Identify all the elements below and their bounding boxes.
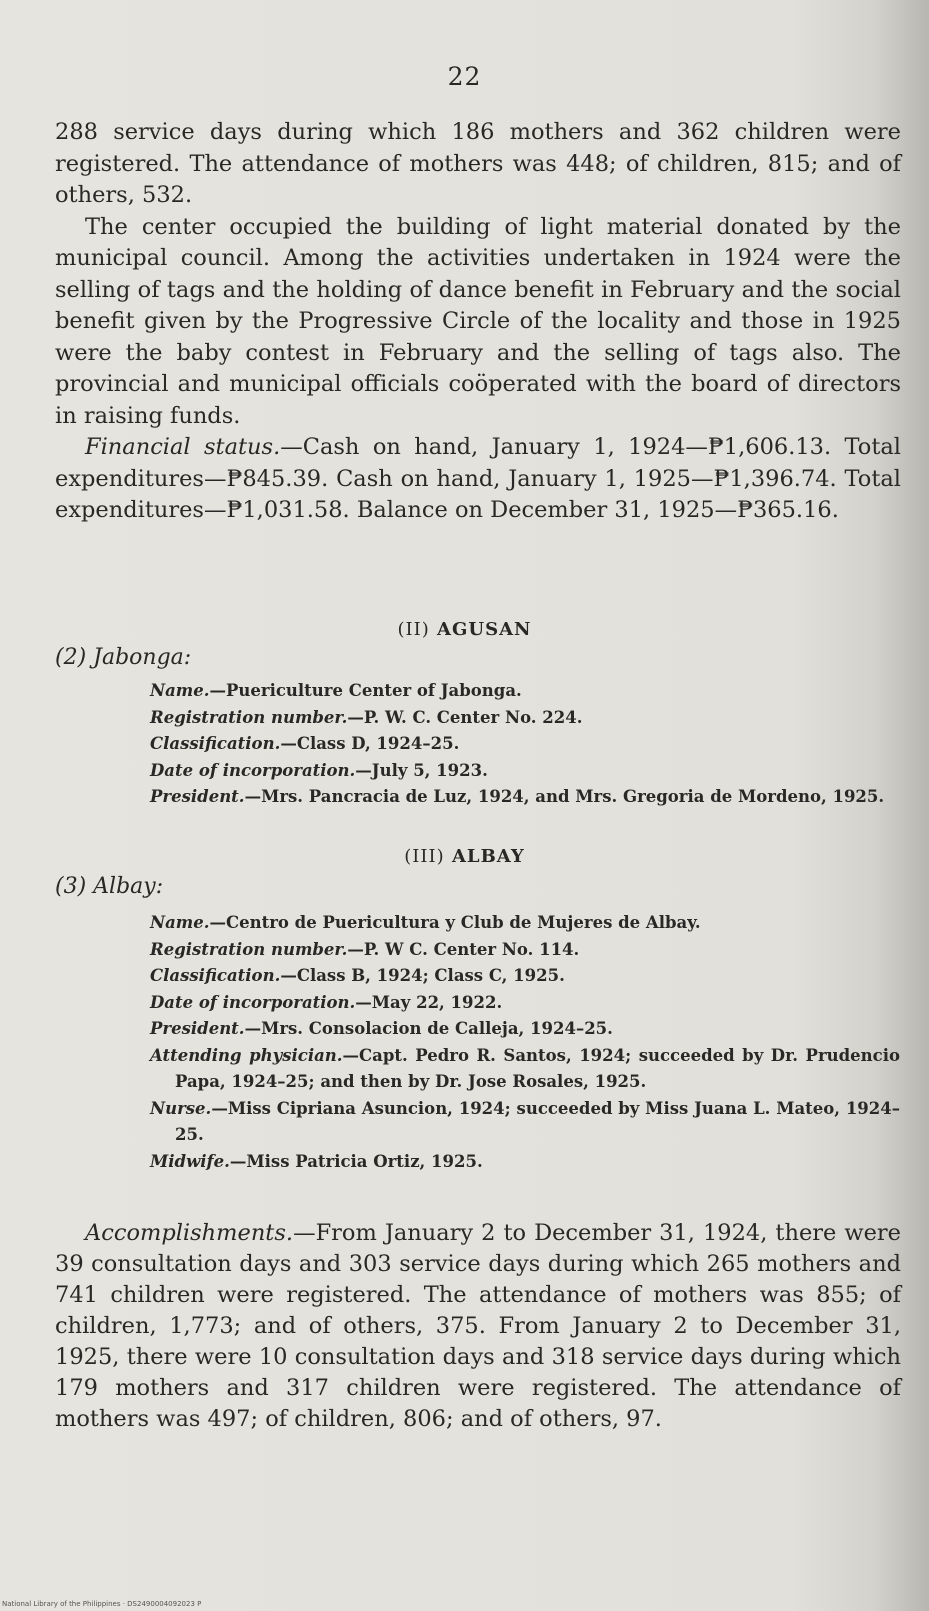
entry-classification: Classification.—Class B, 1924; Class C, 1925. [150, 966, 565, 985]
financial-status-label: Financial status. [85, 434, 281, 460]
financial-status-text: —Cash on hand, January 1, 1924—₱1,606.13. Total expenditures—₱845.39. Cash on hand, January 1, 1925—₱1,396.74. Total expenditures—₱1,031.58. Balance on December 31, 1925—₱365.16. [55, 434, 901, 523]
section-numeral: (III) [404, 846, 445, 867]
section-heading-albay [0, 846, 929, 867]
jabonga-entries [150, 678, 900, 811]
section-numeral: (II) [397, 619, 430, 640]
albay-entries [150, 910, 900, 1175]
accomplishments-body: —From January 2 to December 31, 1924, there were 39 consultation days and 303 service days during which 265 mothers and 741 children were registered. The attendance of mothers was 855; of children, 1,773; and of others, 375. From January 2 to December 31, 1925, there were 10 consultation days and 318 service days during which 179 mothers and 317 children were registered. The attendance of mothers was 497; of children, 806; and of others, 97. [55, 1220, 901, 1432]
intro-text [55, 117, 901, 527]
entry-president: President.—Mrs. Pancracia de Luz, 1924, and Mrs. Gregoria de Mordeno, 1925. [150, 787, 885, 806]
page-number: 22 [447, 62, 482, 91]
financial-status-paragraph [55, 432, 901, 527]
entry-date-of-incorporation: Date of incorporation.—May 22, 1922. [150, 992, 503, 1012]
entry-registration-number: Registration number.—P. W C. Center No. 114. [150, 939, 580, 959]
entry-name: Name.—Puericulture Center of Jabonga. [150, 681, 522, 700]
scan-footer: National Library of the Philippines · DS2490004092023 P [2, 1600, 202, 1608]
section-heading-agusan [0, 619, 929, 640]
entry-registration-number: Registration number.—P. W. C. Center No. 224. [150, 707, 583, 727]
entry-nurse: Nurse.—Miss Cipriana Asuncion, 1924; succeeded by Miss Juana L. Mateo, 1924–25. [150, 1098, 900, 1144]
subsection-heading-jabonga: (2) Jabonga: [55, 645, 192, 670]
section-name: AGUSAN [437, 619, 532, 640]
intro-paragraph-2: The center occupied the building of light material donated by the municipal council. Among the activities undertaken in 1924 were the selling of tags and the holding of dance benefit in February and the social benefit given by the Progressive Circle of the locality and those in 1925 were the baby contest in February and the selling of tags also. The provincial and municipal officials coöperated with the board of directors in raising funds. [55, 213, 901, 429]
intro-paragraph-1: 288 service days during which 186 mothers and 362 children were registered. The attendance of mothers was 448; of children, 815; and of others, 532. [55, 119, 901, 208]
entry-midwife: Midwife.—Miss Patricia Ortiz, 1925. [150, 1151, 483, 1171]
entry-date-of-incorporation: Date of incorporation.—July 5, 1923. [150, 760, 488, 780]
accomplishments-text [55, 1218, 901, 1435]
entry-name: Name.—Centro de Puericultura y Club de Mujeres de Albay. [150, 913, 701, 932]
entry-classification: Classification.—Class D, 1924–25. [150, 734, 460, 753]
subsection-heading-albay: (3) Albay: [55, 874, 164, 899]
accomplishments-label: Accomplishments. [85, 1220, 294, 1246]
section-name: ALBAY [451, 846, 525, 867]
accomplishments-paragraph [55, 1218, 901, 1435]
entry-president: President.—Mrs. Consolacion de Calleja, 1924–25. [150, 1019, 613, 1038]
entry-attending-physician: Attending physician.—Capt. Pedro R. Santos, 1924; succeeded by Dr. Prudencio Papa, 1924–25; and then by Dr. Jose Rosales, 1925. [150, 1045, 900, 1091]
